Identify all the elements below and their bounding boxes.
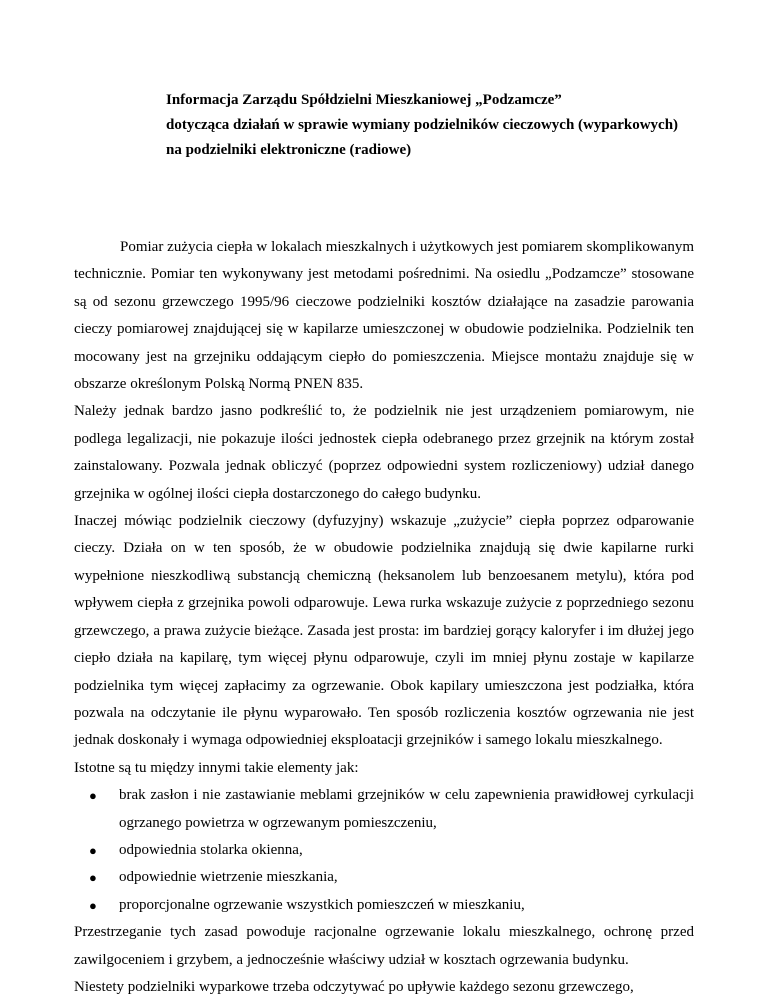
- heading-line-3: na podzielniki elektroniczne (radiowe): [166, 142, 412, 158]
- paragraph-evaporation-principle: Inaczej mówiąc podzielnik cieczowy (dyfuzyjny) wskazuje „zużycie” ciepła poprzez odparowanie cieczy. Działa on w ten sposób, że w obudowie podzielnika znajdują się dwie kapilarne rurki wypełnione nieszkodliwą substancją chemiczną (heksanolem lub benzoesanem metylu), która pod wpływem ciepła z grzejnika powoli odparowuje. Lewa rurka wskazuje zużycie z poprzedniego sezonu grzewczego, a prawa zużycie bieżące. Zasada jest prosta: im bardziej gorący kaloryfer i im dłużej jego ciepło działa na kapilarę, tym więcej płynu odparowuje, czyli im mniej płynu zostaje w kapilarze podzielnika tym więcej zapłacimy za ogrzewanie. Obok kapilary umieszczona jest podziałka, która pozwala na odczytanie ile płynu wyparowało. Ten sposób rozliczenia kosztów ogrzewania nie jest jednak doskonały i wymaga odpowiedniej eksploatacji grzejników i samego lokalu mieszkalnego.: [74, 513, 694, 749]
- paragraph-reading-each-season: Niestety podzielniki wyparkowe trzeba odczytywać po upływie każdego sezonu grzewczego,: [74, 978, 634, 995]
- heading-line-2: dotycząca działań w sprawie wymiany podzielników cieczowych (wyparkowych): [166, 117, 679, 133]
- heading-line-1: Informacja Zarządu Spółdzielni Mieszkaniowej „Podzamcze”: [166, 92, 562, 108]
- bullet-icon: ●: [89, 842, 97, 858]
- list-item: [74, 782, 694, 837]
- paragraph-rules-benefit: Przestrzeganie tych zasad powoduje racjonalne ogrzewanie lokalu mieszkalnego, ochronę przed zawilgoceniem i grzybem, a jednocześnie właściwy udział w kosztach ogrzewania budynku.: [74, 924, 694, 968]
- paragraph-important-elements: Istotne są tu między innymi takie elementy jak:: [74, 759, 359, 776]
- document-body: [74, 234, 694, 1001]
- list-item: [74, 892, 694, 919]
- bullet-list: [74, 782, 694, 919]
- list-item: [74, 837, 694, 864]
- paragraph-not-measuring-device: Należy jednak bardzo jasno podkreślić to, że podzielnik nie jest urządzeniem pomiarowym, nie podlega legalizacji, nie pokazuje ilości jednostek ciepła odebranego przez grzejnik na którym został zainstalowany. Pozwala jednak obliczyć (poprzez odpowiedni system rozliczeniowy) udział danego grzejnika w ogólnej ilości ciepła dostarczonego do całego budynku.: [74, 403, 694, 502]
- bullet-icon: ●: [89, 788, 97, 804]
- list-item-text: brak zasłon i nie zastawianie meblami grzejników w celu zapewnienia prawidłowej cyrkulacji ogrzanego powietrza w ogrzewanym pomieszczeniu,: [119, 787, 694, 831]
- bullet-icon: ●: [89, 897, 97, 913]
- list-item-text: odpowiednie wietrzenie mieszkania,: [119, 869, 338, 886]
- bullet-icon: ●: [89, 870, 97, 886]
- paragraph-measurement-intro: Pomiar zużycia ciepła w lokalach mieszkalnych i użytkowych jest pomiarem skomplikowanym technicznie. Pomiar ten wykonywany jest metodami pośrednimi. Na osiedlu „Podzamcze” stosowane są od sezonu grzewczego 1995/96 cieczowe podzielniki kosztów działające na zasadzie parowania cieczy pomiarowej znajdującej się w kapilarze umieszczonej w obudowie podzielnika. Podzielnik ten mocowany jest na grzejniku oddającym ciepło do pomieszczenia. Miejsce montażu znajduje się w obszarze określonym Polską Normą PNEN 835.: [74, 239, 694, 393]
- list-item: [74, 864, 694, 891]
- document-heading: [166, 88, 756, 163]
- list-item-text: odpowiednia stolarka okienna,: [119, 841, 303, 858]
- list-item-text: proporcjonalne ogrzewanie wszystkich pomieszczeń w mieszkaniu,: [119, 896, 525, 913]
